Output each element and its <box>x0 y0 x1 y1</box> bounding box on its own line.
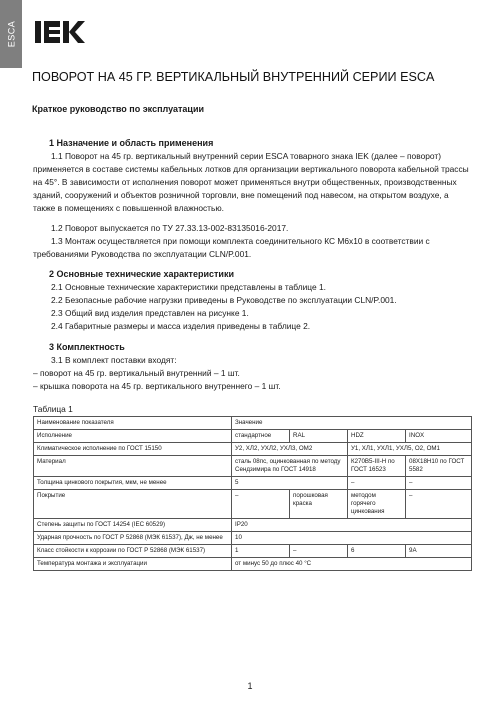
page-subtitle: Краткое руководство по эксплуатации <box>32 104 205 114</box>
esca-side-tab <box>0 0 22 68</box>
table-cell: Исполнение <box>34 430 232 443</box>
table-cell: методом горячего цинкования <box>348 490 406 519</box>
table-cell: Покрытие <box>34 490 232 519</box>
table-cell: К270В5-III-Н по ГОСТ 16523 <box>348 456 406 477</box>
table-cell: Степень защиты по ГОСТ 14254 (IEC 60529) <box>34 519 232 532</box>
table-cell: Класс стойкости к коррозии по ГОСТ Р 52868 (МЭК 61537) <box>34 545 232 558</box>
table-cell: стандартное <box>232 430 290 443</box>
table-cell: 5 <box>232 477 348 490</box>
section-1-para-1: 1.1 Поворот на 45 гр. вертикальный внутренний серии ESCA товарного знака IEK (далее – поворот) применяется в составе системы кабельных лотков для организации вертикального поворота кабельной трассы на 45°. В зависимости от исполнения поворот может применяться внутри общественных, производственных зданий, сооружений и объектов розничной торговли, вне помещений под навесом, на открытом воздухе, а также в помещениях с повышенной влажностью. <box>33 151 469 213</box>
section-1-para-2: 1.2 Поворот выпускается по ТУ 27.33.13-002-83135016-2017. <box>51 223 289 233</box>
section-3-para-1: 3.1 В комплект поставки входят: <box>51 355 177 365</box>
section-2-para-2: 2.2 Безопасные рабочие нагрузки приведены в Руководстве по эксплуатации CLN/P.001. <box>51 295 397 305</box>
section-2-para-4: 2.4 Габаритные размеры и масса изделия приведены в таблице 2. <box>51 321 311 331</box>
table-cell: – <box>406 477 472 490</box>
table-row <box>34 443 472 456</box>
table-cell: – <box>290 545 348 558</box>
table-cell: INOX <box>406 430 472 443</box>
table-cell: – <box>348 477 406 490</box>
section-2-para-1: 2.1 Основные технические характеристики представлены в таблице 1. <box>51 282 326 292</box>
table-cell: Температура монтажа и эксплуатации <box>34 558 232 571</box>
table-cell: от минус 50 до плюс 40 °С <box>232 558 472 571</box>
table-row <box>34 430 472 443</box>
table-cell: порошковая краска <box>290 490 348 519</box>
table-caption: Таблица 1 <box>33 404 73 414</box>
section-3-item-1: – поворот на 45 гр. вертикальный внутренний – 1 шт. <box>33 368 240 378</box>
table-cell: Климатическое исполнение по ГОСТ 15150 <box>34 443 232 456</box>
table-row <box>34 490 472 519</box>
table-cell: RAL <box>290 430 348 443</box>
table-cell: HDZ <box>348 430 406 443</box>
table-row <box>34 532 472 545</box>
section-2-para-3: 2.3 Общий вид изделия представлен на рисунке 1. <box>51 308 249 318</box>
table-cell: – <box>232 490 290 519</box>
side-tab-label: ESCA <box>6 20 17 48</box>
table-cell: Толщина цинкового покрытия, мкм, не менее <box>34 477 232 490</box>
page-number: 1 <box>247 681 253 691</box>
table-cell: IP20 <box>232 519 472 532</box>
section-1-heading: 1 Назначение и область применения <box>49 138 214 148</box>
table-row <box>34 456 472 477</box>
table-cell: У1, ХЛ1, УХЛ1, УХЛ5, О2, ОМ1 <box>348 443 472 456</box>
table-row <box>34 519 472 532</box>
table-cell: 6 <box>348 545 406 558</box>
table-cell: Значение <box>232 417 472 430</box>
section-3-heading: 3 Комплектность <box>49 342 125 352</box>
page-title: ПОВОРОТ НА 45 ГР. ВЕРТИКАЛЬНЫЙ ВНУТРЕННИЙ СЕРИИ ESCA <box>32 70 435 84</box>
table-cell: сталь 08пс, оцинкованная по методу Сендзимира по ГОСТ 14918 <box>232 456 348 477</box>
section-3-item-2: – крышка поворота на 45 гр. вертикального внутреннего – 1 шт. <box>33 381 281 391</box>
table-cell: У2, ХЛ2, УХЛ2, УХЛ3, ОМ2 <box>232 443 348 456</box>
section-1-para-3: 1.3 Монтаж осуществляется при помощи комплекта соединительного КС М6х10 в соответствии с требованиями Руководства по эксплуатации CLN/P.001. <box>33 236 430 259</box>
table-cell: Ударная прочность по ГОСТ Р 52868 (МЭК 61537), Дж, не менее <box>34 532 232 545</box>
table-cell: 08Х18Н10 по ГОСТ 5582 <box>406 456 472 477</box>
table-cell: 10 <box>232 532 472 545</box>
table-row <box>34 545 472 558</box>
table-cell: Материал <box>34 456 232 477</box>
section-2-heading: 2 Основные технические характеристики <box>49 269 234 279</box>
table-row <box>34 477 472 490</box>
table-row <box>34 417 472 430</box>
table-row <box>34 558 472 571</box>
table-cell: – <box>406 490 472 519</box>
spec-table <box>33 416 472 571</box>
table-cell: 1 <box>232 545 290 558</box>
table-cell: Наименование показателя <box>34 417 232 430</box>
iek-logo <box>32 18 86 46</box>
table-cell: 9А <box>406 545 472 558</box>
